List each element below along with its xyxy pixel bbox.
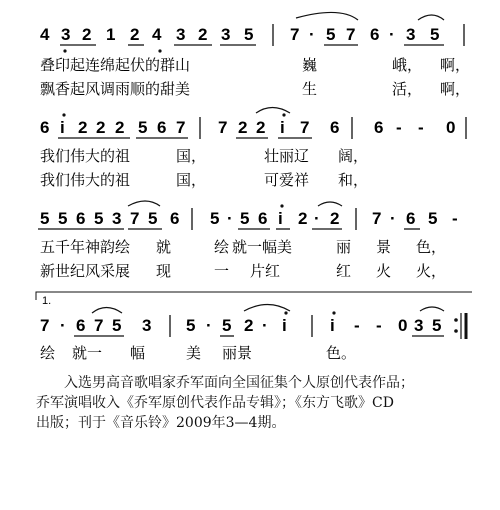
note: 2 <box>96 118 106 137</box>
score-line-2 <box>40 108 466 190</box>
note: · <box>60 316 66 335</box>
note: 6 <box>40 118 50 137</box>
note: 7 <box>300 118 310 137</box>
note: 5 <box>244 25 254 44</box>
lyric: 和， <box>338 171 369 189</box>
note: i <box>278 209 283 228</box>
note: 5 <box>186 316 196 335</box>
note: 6 <box>406 209 416 228</box>
note: 5 <box>430 25 440 44</box>
note: 5 <box>428 209 438 228</box>
lyric: 阔， <box>338 147 369 165</box>
note: i <box>280 118 285 137</box>
note: 6 <box>76 209 86 228</box>
lyric: 可爱祥 <box>264 171 310 189</box>
lyric: 绘 <box>40 344 56 362</box>
note: 5 <box>210 209 220 228</box>
lyric: 国， <box>176 147 207 165</box>
lyric: 壮丽辽 <box>264 147 310 165</box>
note: 0 <box>398 316 408 335</box>
source-note-line: 入选男高音歌唱家乔军面向全国征集个人原创代表作品； <box>64 375 414 391</box>
note: 2 <box>256 118 266 137</box>
note: 1 <box>106 25 116 44</box>
note: 2 <box>82 25 92 44</box>
lyric: 色， <box>416 238 447 256</box>
note: 6 <box>170 209 180 228</box>
note: 6 <box>157 118 167 137</box>
lyric: 丽景 <box>222 344 253 362</box>
note: 2 <box>298 209 308 228</box>
lyric: 生 <box>302 80 318 98</box>
lyric: 火 <box>376 262 392 280</box>
source-note-line: 乔军演唱收入《乔军原创代表作品专辑》；《东方飞歌》CD <box>36 395 394 411</box>
note: - <box>396 118 402 137</box>
note: 2 <box>238 118 248 137</box>
lyric: 现 <box>156 262 172 280</box>
note: · <box>227 209 233 228</box>
lyric: 就 <box>156 238 172 256</box>
lyric: 活， <box>392 80 423 98</box>
note: 3 <box>406 25 416 44</box>
lyric: 啊， <box>440 80 471 98</box>
note: 7 <box>290 25 300 44</box>
lyric: 片红 <box>250 262 281 280</box>
note: - <box>354 316 360 335</box>
note: 5 <box>222 316 232 335</box>
lyric: 飘香起风调雨顺的甜美 <box>40 80 191 98</box>
note: 2 <box>198 25 208 44</box>
note: · <box>206 316 212 335</box>
score-line-4 <box>36 292 472 362</box>
note: · <box>309 25 315 44</box>
note: · <box>262 316 268 335</box>
note: 6 <box>258 209 268 228</box>
note: · <box>314 209 320 228</box>
lyric: 一 <box>214 262 230 280</box>
lyric: 就一幅美 <box>232 238 293 256</box>
note: 5 <box>240 209 250 228</box>
note: 3 <box>176 25 186 44</box>
lyric: 景 <box>376 238 392 256</box>
note: 2 <box>130 25 140 44</box>
note: - <box>452 209 458 228</box>
note: 7 <box>176 118 186 137</box>
source-note-line: 出版；刊于《音乐铃》2009年3—4期。 <box>36 415 286 431</box>
lyric: 峨， <box>392 56 423 74</box>
note: 2 <box>115 118 125 137</box>
lyric: 丽 <box>336 238 352 256</box>
lyric: 绘 <box>214 238 230 256</box>
note: 6 <box>76 316 86 335</box>
lyric: 巍 <box>302 56 318 74</box>
note: 7 <box>346 25 356 44</box>
note: 5 <box>58 209 68 228</box>
note: - <box>376 316 382 335</box>
lyric: 美 <box>186 344 202 362</box>
note: 7 <box>94 316 104 335</box>
score-line-1 <box>40 12 470 98</box>
note: - <box>418 118 424 137</box>
score-line-3 <box>38 201 458 280</box>
note: 6 <box>370 25 380 44</box>
lyric: 新世纪风采展 <box>40 262 131 280</box>
note: 4 <box>40 25 50 44</box>
lyric: 色。 <box>326 344 357 362</box>
note: 7 <box>40 316 50 335</box>
note: · <box>389 25 395 44</box>
note: 2 <box>330 209 340 228</box>
note: i <box>330 316 335 335</box>
lyric: 五千年神韵绘 <box>40 238 131 256</box>
note: 7 <box>218 118 228 137</box>
note: 5 <box>148 209 158 228</box>
note: 3 <box>414 316 424 335</box>
note: 0 <box>446 118 456 137</box>
note: i <box>60 118 65 137</box>
source-note <box>36 373 476 433</box>
lyric: 叠印起连绵起伏的群山 <box>40 56 191 74</box>
note: 5 <box>40 209 50 228</box>
note: 5 <box>112 316 122 335</box>
note: 2 <box>244 316 254 335</box>
lyric: 火， <box>416 262 447 280</box>
lyric: 啊， <box>440 56 471 74</box>
note: 3 <box>142 316 152 335</box>
note: 6 <box>374 118 384 137</box>
note: i <box>282 316 287 335</box>
lyric: 红 <box>336 262 352 280</box>
note: 5 <box>138 118 148 137</box>
lyric: 我们伟大的祖 <box>40 147 131 165</box>
note: 7 <box>372 209 382 228</box>
lyric: 国， <box>176 171 207 189</box>
note: 5 <box>94 209 104 228</box>
lyric: 就一 <box>72 344 103 362</box>
note: · <box>390 209 396 228</box>
repeat-end-sign <box>454 313 466 339</box>
volta-label: 1. <box>42 295 52 307</box>
lyric: 幅 <box>130 344 146 362</box>
note: 3 <box>112 209 122 228</box>
note: 7 <box>130 209 140 228</box>
lyric: 我们伟大的祖 <box>40 171 131 189</box>
note: 3 <box>61 25 71 44</box>
note: 5 <box>432 316 442 335</box>
note: 5 <box>326 25 336 44</box>
note: 2 <box>78 118 88 137</box>
note: 4 <box>152 25 162 44</box>
note: 6 <box>330 118 340 137</box>
note: 3 <box>221 25 231 44</box>
